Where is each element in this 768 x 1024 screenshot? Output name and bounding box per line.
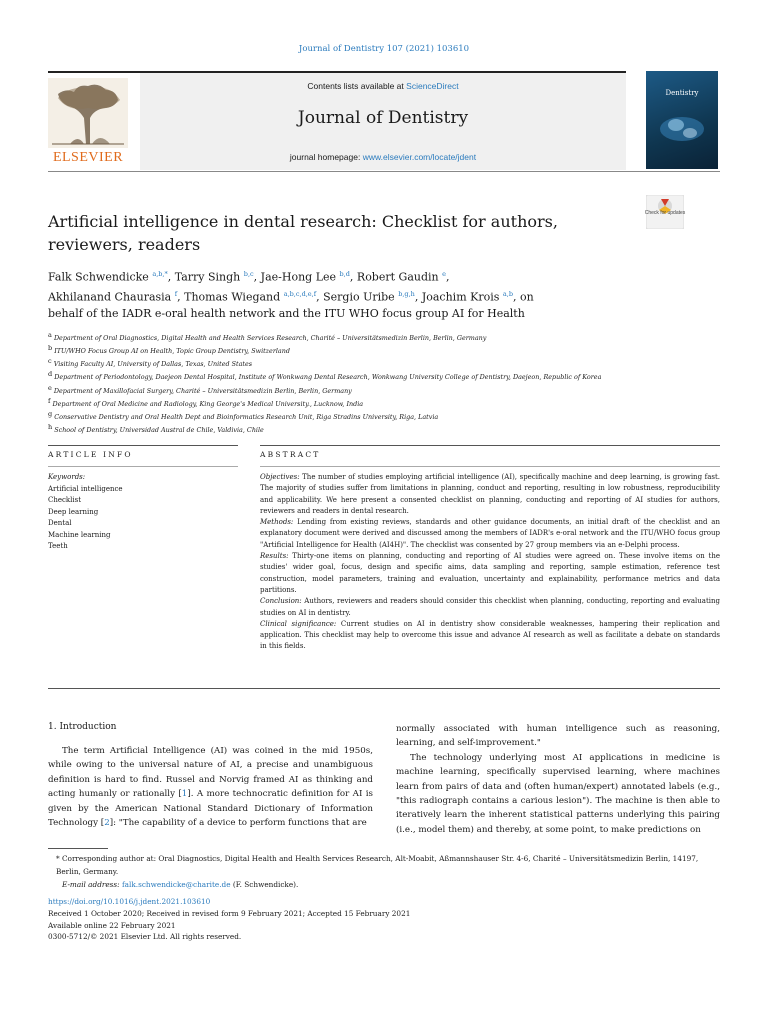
- affiliation-item: [48, 369, 720, 382]
- article-info-top-rule: [48, 445, 238, 446]
- author-separator: ,: [414, 290, 422, 304]
- copyright-line: 0300-5712/© 2021 Elsevier Ltd. All rights reserved.: [48, 932, 242, 942]
- abstract-section-label: Methods:: [260, 518, 294, 527]
- abstract-section-text: Lending from existing reviews, standards and other guidance documents, an initial draft of the checklist and an explanatory document were derived and discussed among the members of IADR's e-oral network and the ITU/WHO focus group "Artificial Intelligence for Health (AI4H)". The checklist was consented by 27 group members via an e-Delphi process.: [260, 518, 720, 549]
- abstract-section: [260, 596, 720, 619]
- elsevier-wordmark[interactable]: ELSEVIER: [52, 150, 124, 165]
- journal-cover-thumbnail[interactable]: [646, 71, 718, 169]
- affiliation-id: c: [48, 357, 52, 366]
- available-online-date: Available online 22 February 2021: [48, 920, 176, 930]
- doi-link[interactable]: https://doi.org/10.1016/j.jdent.2021.103610: [48, 897, 211, 906]
- author-separator: ,: [445, 270, 450, 284]
- article-info-divider: [48, 466, 238, 467]
- affiliation-text: Department of Periodontology, Daejeon Dental Hospital, Institute of Wonkwang Dental Research, Wonkwang University College of Dentistry, Daejeon, Republic of Korea: [54, 373, 602, 382]
- abstract-section: [260, 551, 720, 596]
- author-affiliation-marks[interactable]: b,d: [339, 270, 350, 278]
- abstract-bottom-rule: [48, 688, 720, 689]
- authors-line-3: behalf of the IADR e-oral health network and the ITU WHO focus group AI for Health: [48, 307, 525, 321]
- contents-line: [140, 81, 626, 91]
- affiliation-item: [48, 383, 720, 396]
- affiliation-item: [48, 422, 720, 435]
- author-separator: ,: [253, 270, 261, 284]
- sciencedirect-link[interactable]: ScienceDirect: [406, 81, 459, 91]
- affiliation-id: g: [48, 409, 53, 418]
- email-label: E-mail address:: [62, 880, 120, 889]
- article-info-heading: ARTICLE INFO: [48, 450, 133, 459]
- author-name[interactable]: Falk Schwendicke: [48, 270, 149, 284]
- author-separator: ,: [167, 270, 175, 284]
- abstract-section-text: Current studies on AI in dentistry show considerable weaknesses, hampering their replication and application. This checklist may help to overcome this issue and advance AI research as well as facilitate a debate on standards in this fields.: [260, 619, 720, 651]
- affiliation-item: [48, 343, 720, 356]
- intro-paragraph-2: The technology underlying most AI applications in medicine is machine learning, specifically supervised learning, where machines learn from pairs of data and (often human/expert) annotated labels (e.g., "this radiograph contains a carious lesion"). The machine is then able to iteratively learn the inherent statistical patterns underlying this pairing (i.e., model them) and thereby, at some point, to make predictions on: [396, 752, 720, 835]
- author-name[interactable]: Akhilanand Chaurasia: [48, 290, 172, 304]
- author-name[interactable]: Robert Gaudin: [356, 270, 439, 284]
- author-name[interactable]: Thomas Wiegand: [184, 290, 281, 304]
- affiliation-text: Department of Oral Medicine and Radiology, King George's Medical University., Lucknow, India: [52, 399, 364, 408]
- abstract-top-rule: [260, 445, 720, 446]
- corresponding-author-note: * Corresponding author at: Oral Diagnostics, Digital Health and Health Services Research, Alt-Moabit, Aßmannshauser Str. 4-6, Charité – Universitätsmedizin Berlin, 14197, Berlin, Germany.: [56, 854, 699, 876]
- corresponding-author-footnote: [48, 852, 720, 891]
- authors-line-2: [48, 286, 720, 306]
- affiliation-id: h: [48, 422, 53, 431]
- affiliation-id: a: [48, 331, 52, 339]
- intro-text-b: ]. A more technocratic definition for AI is given by the American National Standard Dictionary of Information Technology [: [48, 789, 374, 829]
- email-suffix: (F. Schwendicke).: [232, 880, 299, 889]
- author-affiliation-marks[interactable]: b,c: [243, 270, 254, 278]
- abstract-section-label: Conclusion:: [260, 597, 302, 606]
- author-name[interactable]: Joachim Krois: [421, 290, 500, 304]
- email-link[interactable]: falk.schwendicke@charite.de: [121, 880, 231, 889]
- article-title: Artificial intelligence in dental research: Checklist for authors, reviewers, readers: [48, 212, 558, 254]
- contents-prefix: Contents lists available at: [307, 81, 404, 91]
- author-list: [48, 266, 720, 322]
- affiliation-text: ITU/WHO Focus Group AI on Health, Topic Group Dentistry, Switzerland: [54, 347, 290, 356]
- author-affiliation-marks[interactable]: e: [442, 270, 446, 278]
- intro-paragraph-1: [48, 744, 373, 830]
- intro-text-c: ]: "The capability of a device to perform functions that are: [109, 818, 367, 829]
- author-affiliation-marks[interactable]: a,b: [502, 289, 513, 298]
- intro-text-a: The term Artificial Intelligence (AI) was coined in the mid 1950s, while owing to the universal nature of AI, a precise and unambiguous definition is hard to find. Russel and Norvig framed AI as thinking and acting humanly or rationally [: [48, 746, 373, 800]
- author-separator: ,: [316, 290, 324, 304]
- abstract-heading: ABSTRACT: [260, 450, 321, 459]
- keywords-block: [48, 472, 238, 553]
- author-separator: , on: [513, 290, 534, 304]
- received-dates: Received 1 October 2020; Received in revised form 9 February 2021; Accepted 15 February 2021: [48, 908, 411, 918]
- author-separator: ,: [349, 270, 357, 284]
- affiliation-item: [48, 409, 720, 422]
- author-name[interactable]: Jae-Hong Lee: [260, 270, 337, 284]
- author-affiliation-marks[interactable]: b,g,h: [398, 289, 415, 298]
- body-column-right: [396, 722, 720, 837]
- affiliation-item: [48, 356, 720, 369]
- footnote-rule: [48, 848, 108, 849]
- abstract-divider: [260, 466, 720, 467]
- affiliation-item: [48, 330, 720, 343]
- affiliation-id: f: [48, 396, 51, 405]
- journal-title[interactable]: Journal of Dentistry: [297, 108, 469, 128]
- reference-link-1[interactable]: 1: [181, 789, 188, 800]
- abstract-section-label: Objectives:: [260, 473, 300, 481]
- email-line: [48, 878, 720, 891]
- cover-title: Dentistry: [665, 89, 699, 97]
- affiliation-list: [48, 330, 720, 435]
- keywords-label: Keywords:: [48, 473, 86, 481]
- keyword-item[interactable]: Deep learning: [48, 507, 99, 516]
- cover-artwork-icon: [652, 107, 712, 147]
- affiliation-id: d: [48, 370, 53, 379]
- affiliation-item: [48, 396, 720, 409]
- homepage-line: [140, 152, 626, 162]
- journal-reference[interactable]: Journal of Dentistry 107 (2021) 103610: [298, 44, 470, 54]
- affiliation-text: Department of Oral Diagnostics, Digital Health and Health Services Research, Charité – Universitätsmedizin Berlin, Berlin, Germany: [53, 334, 487, 343]
- masthead-bottom-rule: [48, 171, 720, 172]
- intro-paragraph-continued: normally associated with human intelligence such as reasoning, learning, and self-improvement.": [396, 724, 720, 749]
- abstract-section-text: The number of studies employing artificial intelligence (AI), specifically machine and deep learning, is growing fast. The majority of studies suffer from limitations in planning, conduct and reporting, resulting in low robustness, reproducibility and applicability. We here present a consented checklist on planning, conducting and reporting of AI studies for authors, reviewers and readers in dental research.: [260, 473, 721, 515]
- reference-link-2[interactable]: 2: [104, 818, 110, 829]
- keyword-item[interactable]: Checklist: [48, 496, 82, 504]
- affiliation-text: Conservative Dentistry and Oral Health Dept and Bioinformatics Research Unit, Riga Stradins University, Riga, Latvia: [54, 412, 439, 421]
- abstract-section-text: Authors, reviewers and readers should consider this checklist when planning, conducting, reporting and evaluating studies on AI in dentistry.: [260, 597, 720, 617]
- abstract-section: [260, 472, 720, 517]
- abstract-section: [260, 619, 720, 653]
- keyword-item[interactable]: Artificial intelligence: [48, 484, 123, 493]
- homepage-link[interactable]: www.elsevier.com/locate/jdent: [362, 152, 477, 162]
- publication-info: [48, 896, 720, 943]
- affiliation-id: e: [48, 383, 52, 392]
- affiliation-text: Department of Maxillofacial Surgery, Charité – Universitätsmedizin Berlin, Berlin, Germany: [53, 386, 352, 395]
- keyword-item[interactable]: Machine learning: [48, 530, 111, 539]
- body-column-left: [48, 744, 373, 830]
- keyword-list: [48, 484, 238, 553]
- abstract-body: [260, 472, 720, 653]
- author-name[interactable]: Sergio Uribe: [323, 290, 395, 304]
- check-for-updates-label: Check for updates: [644, 210, 686, 216]
- authors-line-1: [48, 266, 720, 286]
- abstract-section-text: Thirty-one items on planning, conducting and reporting of AI studies were agreed on. These involve items on the studies' wider goal, focus, design and specific aims, data sampling and reporting, sample estimation, reference test construction, model parameters, training and evaluation, uncertainty and explainability, performance metrics and data partitions.: [260, 552, 720, 594]
- abstract-section: [260, 517, 720, 551]
- abstract-section-label: Results:: [260, 552, 289, 561]
- affiliation-text: School of Dentistry, Universidad Austral de Chile, Valdivia, Chile: [54, 426, 264, 434]
- author-affiliation-marks[interactable]: f: [174, 289, 178, 298]
- keyword-item[interactable]: Teeth: [48, 542, 68, 550]
- author-affiliation-marks[interactable]: a,b,c,d,e,f: [283, 289, 317, 298]
- masthead-top-rule: [48, 71, 626, 73]
- abstract-section-label: Clinical significance:: [260, 619, 337, 628]
- author-name[interactable]: Tarry Singh: [174, 270, 241, 284]
- author-affiliation-marks[interactable]: a,b,*: [152, 270, 168, 278]
- author-separator: ,: [177, 290, 185, 304]
- homepage-label: journal homepage:: [289, 152, 361, 162]
- affiliation-id: b: [48, 344, 53, 353]
- keyword-item[interactable]: Dental: [48, 519, 72, 527]
- section-heading-introduction: 1. Introduction: [48, 722, 117, 732]
- affiliation-text: Visiting Faculty AI, University of Dallas, Texas, United States: [53, 360, 253, 369]
